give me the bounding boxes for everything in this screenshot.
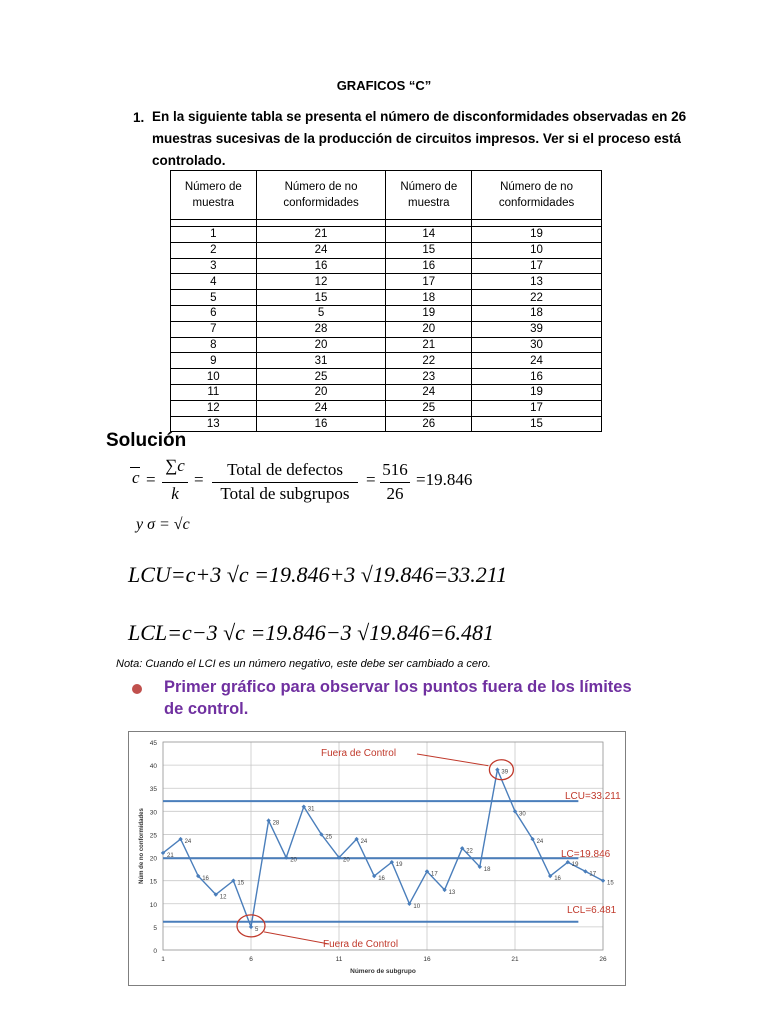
- solution-heading: Solución: [106, 430, 187, 451]
- y-tick-label: 10: [149, 901, 157, 909]
- table-header: Número de no conformidades: [256, 171, 386, 220]
- limit-label: LC=19.846: [561, 849, 611, 860]
- table-cell: 13: [472, 274, 602, 290]
- data-label: 21: [167, 852, 174, 859]
- table-cell: 14: [386, 227, 472, 243]
- data-label: 16: [202, 876, 209, 883]
- table-row: [171, 227, 602, 243]
- data-label: 39: [501, 769, 509, 776]
- data-label: 18: [483, 866, 491, 873]
- table-cell: 24: [386, 384, 472, 400]
- data-label: 13: [448, 889, 456, 896]
- data-label: 20: [290, 857, 297, 864]
- fraction-26: 26: [386, 484, 404, 503]
- limit-label: LCL=6.481: [567, 905, 617, 916]
- y-tick-label: 40: [149, 763, 157, 771]
- table-cell: 20: [256, 384, 386, 400]
- table-cell: 10: [472, 242, 602, 258]
- table-cell: 18: [472, 305, 602, 321]
- x-tick-label: 1: [161, 956, 165, 963]
- mean-equation: c = ∑c k = Total de defectos Total de subgrupos = 516 26 =19.846: [132, 456, 473, 503]
- data-label: 17: [589, 871, 597, 878]
- c-bar: c: [132, 468, 140, 487]
- data-label: 16: [378, 876, 385, 883]
- control-chart: [128, 731, 626, 986]
- question-text: En la siguiente tabla se presenta el número de disconformidades observadas en 26 muestras sucesivas de la producción de circuitos impresos. Ver si el proceso está controlado.: [152, 109, 687, 168]
- table-cell: 22: [472, 290, 602, 306]
- data-label: 30: [519, 811, 526, 818]
- table-row: [171, 400, 602, 416]
- table-row: [171, 384, 602, 400]
- data-label: 15: [607, 880, 614, 887]
- lcu-equation: LCU=c+3 √c =19.846+3 √19.846=33.211: [128, 562, 508, 587]
- table-cell: 3: [171, 258, 257, 274]
- table-cell: 19: [472, 227, 602, 243]
- y-tick-label: 15: [149, 878, 157, 886]
- data-label: 24: [360, 839, 368, 846]
- table-cell: 9: [171, 353, 257, 369]
- bullet-icon: [132, 684, 142, 694]
- table-row: [171, 416, 602, 432]
- data-label: 22: [466, 848, 473, 855]
- table-row: [171, 242, 602, 258]
- table-cell: 19: [472, 384, 602, 400]
- table-cell: 6: [171, 305, 257, 321]
- data-table: [170, 170, 602, 432]
- table-cell: 11: [171, 384, 257, 400]
- data-label: 19: [395, 862, 403, 869]
- plot-area: [163, 742, 603, 950]
- data-label: 15: [237, 880, 245, 887]
- annotation-arrow: [264, 932, 329, 944]
- data-point: [495, 768, 499, 772]
- table-cell: 21: [256, 227, 386, 243]
- table-cell: 19: [386, 305, 472, 321]
- table-cell: 17: [386, 274, 472, 290]
- x-tick-label: 16: [423, 956, 431, 963]
- table-header: Número de muestra: [386, 171, 472, 220]
- table-cell: 8: [171, 337, 257, 353]
- table-row: [171, 305, 602, 321]
- table-cell: 17: [472, 400, 602, 416]
- table-cell: 25: [386, 400, 472, 416]
- table-cell: 21: [386, 337, 472, 353]
- fraction-516: 516: [382, 460, 408, 479]
- data-label: 10: [413, 903, 421, 910]
- table-cell: 16: [256, 416, 386, 432]
- series-line: [163, 770, 603, 927]
- table-cell: 2: [171, 242, 257, 258]
- table-cell: 16: [386, 258, 472, 274]
- data-label: 25: [325, 834, 333, 841]
- table-cell: 15: [386, 242, 472, 258]
- annotation-label: Fuera de Control: [323, 939, 399, 950]
- table-cell: 20: [256, 337, 386, 353]
- data-label: 20: [343, 857, 350, 864]
- data-label: 19: [571, 862, 579, 869]
- fraction-defects: Total de defectos: [227, 460, 343, 479]
- table-cell: 23: [386, 369, 472, 385]
- control-chart-svg: [129, 732, 625, 985]
- data-label: 28: [272, 820, 280, 827]
- table-row: [171, 353, 602, 369]
- sigma-equation: y σ = √c: [136, 516, 190, 533]
- table-cell: 26: [386, 416, 472, 432]
- table-cell: 5: [171, 290, 257, 306]
- mean-result: =19.846: [416, 470, 473, 489]
- table-cell: 31: [256, 353, 386, 369]
- table-cell: 22: [386, 353, 472, 369]
- table-cell: 24: [472, 353, 602, 369]
- annotation-arrow: [417, 754, 488, 766]
- table-row: [171, 258, 602, 274]
- table-cell: 24: [256, 400, 386, 416]
- question-number: 1.: [133, 110, 145, 125]
- table-cell: 28: [256, 321, 386, 337]
- table-cell: 17: [472, 258, 602, 274]
- data-point: [266, 818, 270, 822]
- data-point: [249, 925, 253, 929]
- x-axis-title: Número de subgrupo: [350, 968, 416, 975]
- table-cell: 4: [171, 274, 257, 290]
- table-cell: 24: [256, 242, 386, 258]
- table-header: Número de no conformidades: [472, 171, 602, 220]
- table-cell: 1: [171, 227, 257, 243]
- table-cell: 5: [256, 305, 386, 321]
- table-cell: 12: [256, 274, 386, 290]
- lcl-equation: LCL=c−3 √c =19.846−3 √19.846=6.481: [128, 620, 495, 645]
- table-body: [171, 220, 602, 432]
- data-label: 16: [554, 876, 561, 883]
- data-label: 31: [307, 806, 315, 813]
- y-tick-label: 0: [153, 948, 157, 955]
- y-tick-label: 5: [153, 924, 157, 932]
- table-cell: 39: [472, 321, 602, 337]
- data-label: 24: [536, 839, 544, 846]
- equals: =: [146, 470, 156, 489]
- table-cell: 7: [171, 321, 257, 337]
- data-label: 24: [184, 839, 192, 846]
- fraction-subgroups: Total de subgrupos: [220, 484, 350, 503]
- x-tick-label: 11: [335, 956, 343, 963]
- y-tick-label: 30: [149, 809, 157, 817]
- table-row: [171, 321, 602, 337]
- table-cell: 16: [256, 258, 386, 274]
- limit-label: LCU=33.211: [565, 791, 621, 802]
- x-tick-label: 6: [249, 956, 253, 963]
- annotation-label: Fuera de Control: [321, 748, 397, 759]
- table-cell: 18: [386, 290, 472, 306]
- table-row: [171, 369, 602, 385]
- table-row: [171, 337, 602, 353]
- table-cell: 13: [171, 416, 257, 432]
- table-cell: 25: [256, 369, 386, 385]
- section-heading: Primer gráfico para observar los puntos fuera de los límites de control.: [164, 678, 632, 718]
- x-tick-label: 26: [599, 956, 607, 963]
- data-label: 12: [219, 894, 227, 901]
- table-cell: 12: [171, 400, 257, 416]
- y-tick-label: 20: [149, 855, 157, 863]
- table-header: Número de muestra: [171, 171, 257, 220]
- sum-denominator: k: [171, 484, 179, 503]
- table-cell: 10: [171, 369, 257, 385]
- y-tick-label: 25: [149, 832, 157, 840]
- y-tick-label: 35: [149, 786, 157, 794]
- table-cell: 15: [256, 290, 386, 306]
- table-cell: 20: [386, 321, 472, 337]
- page-title: GRAFICOS “C”: [336, 78, 432, 93]
- y-tick-label: 45: [149, 740, 157, 747]
- table-cell: 30: [472, 337, 602, 353]
- table-row: [171, 290, 602, 306]
- x-tick-label: 21: [511, 956, 519, 963]
- table-row: [171, 274, 602, 290]
- note-text: Nota: Cuando el LCI es un número negativo, este debe ser cambiado a cero.: [116, 658, 491, 670]
- table-cell: 15: [472, 416, 602, 432]
- data-label: 17: [431, 871, 438, 878]
- y-axis-title: Núm de no conformidades: [139, 808, 145, 884]
- sum-numerator: ∑c: [165, 456, 185, 475]
- data-label: 5: [255, 926, 259, 933]
- table-cell: 16: [472, 369, 602, 385]
